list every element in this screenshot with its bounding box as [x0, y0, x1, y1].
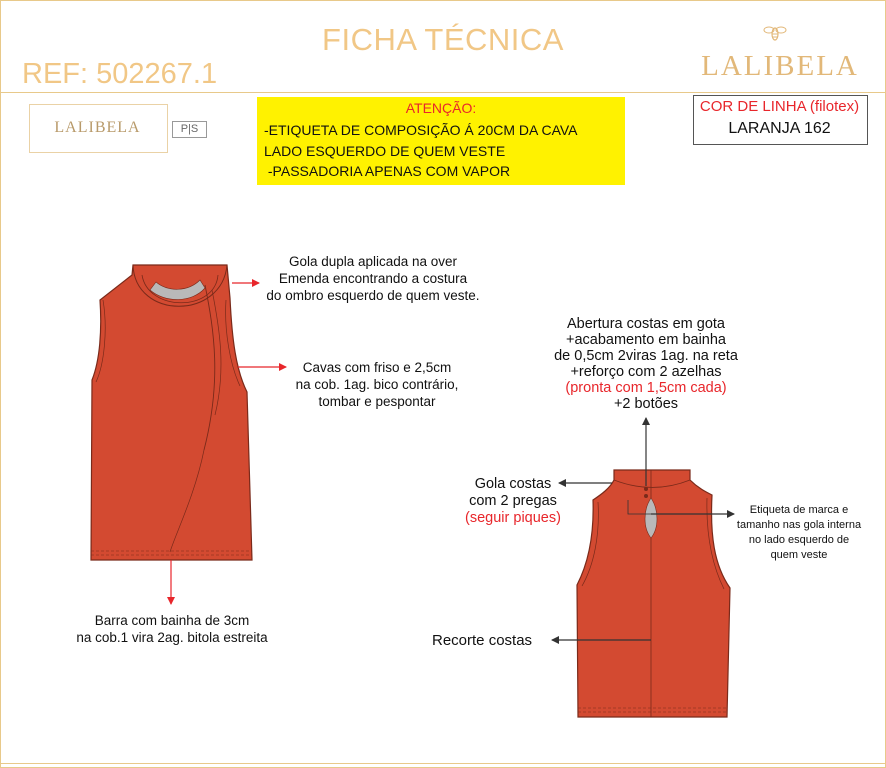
note-gola-costas: Gola costas com 2 pregas (seguir piques)	[465, 476, 561, 526]
note-abertura: Abertura costas em gota +acabamento em bainha de 0,5cm 2viras 1ag. na reta +reforço com 2 azelhas (pronta com 1,5cm cada) +2 botões	[554, 316, 738, 412]
note-barra: Barra com bainha de 3cm na cob.1 vira 2ag. bitola estreita	[76, 613, 268, 645]
brand-label-text: LALIBELA	[54, 119, 141, 136]
front-garment	[91, 265, 252, 560]
note-etiqueta: Etiqueta de marca e tamanho nas gola interna no lado esquerdo de quem veste	[736, 504, 862, 561]
reference-code: REF: 502267.1	[22, 58, 218, 90]
attention-title: ATENÇÃO:	[405, 100, 477, 116]
attention-line: -ETIQUETA DE COMPOSIÇÃO Á 20CM DA CAVA	[264, 122, 578, 138]
brand-logo: LALIBELA	[701, 50, 859, 82]
thread-color-title: COR DE LINHA (filotex)	[699, 98, 860, 115]
note-cavas: Cavas com friso e 2,5cm na cob. 1ag. bico contrário, tombar e pespontar	[295, 360, 459, 409]
thread-color-value: LARANJA 162	[728, 120, 831, 137]
size-tag: P|S	[172, 121, 207, 138]
note-recorte: Recorte costas	[432, 632, 533, 649]
note-gola-front: Gola dupla aplicada na over Emenda encontrando a costura do ombro esquerdo de quem veste.	[266, 254, 480, 303]
back-garment	[577, 470, 730, 717]
attention-line: LADO ESQUERDO DE QUEM VESTE	[264, 143, 506, 159]
page-title: FICHA TÉCNICA	[322, 22, 564, 57]
attention-line: -PASSADORIA APENAS COM VAPOR	[264, 163, 511, 179]
